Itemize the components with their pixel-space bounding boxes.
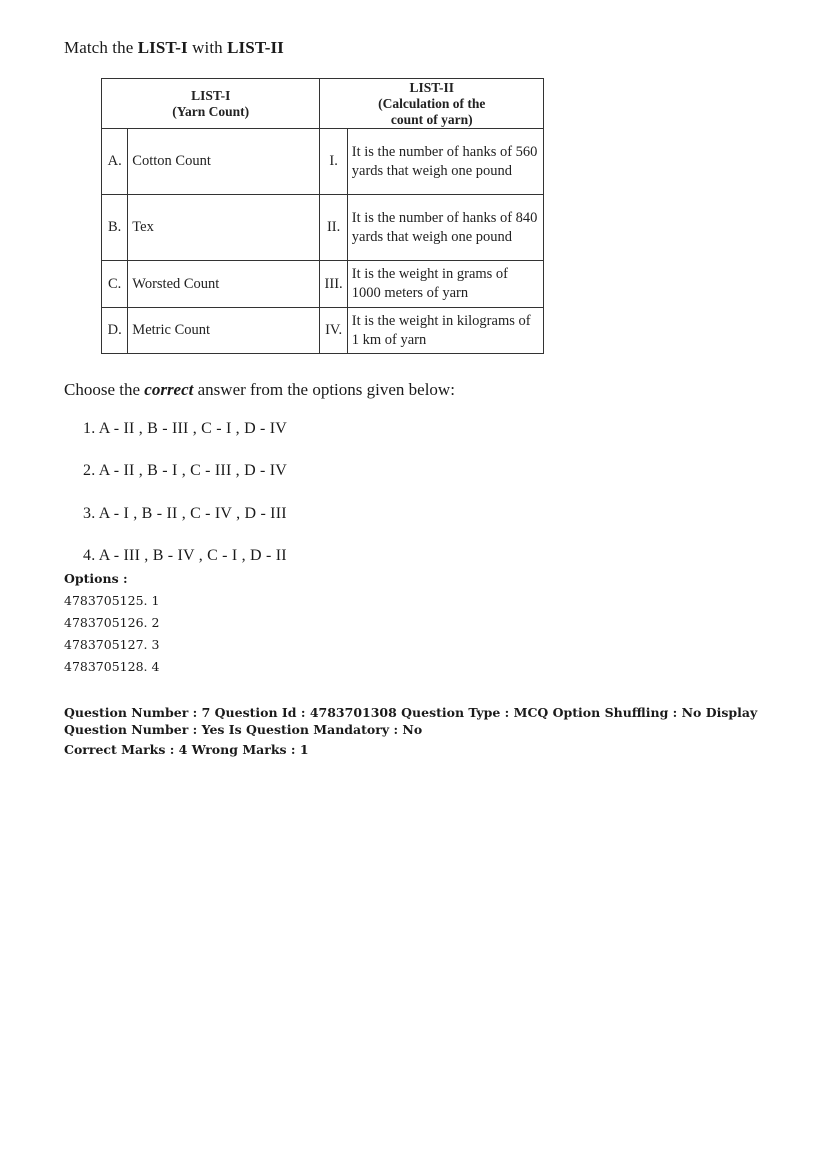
header-list2-subtitle-2: count of yarn): [390, 111, 473, 127]
header-list1: [102, 79, 320, 129]
title-list2: LIST-II: [227, 38, 284, 57]
title-with: with: [187, 38, 228, 57]
row-desc: It is the number of hanks of 840 yards that weigh one pound: [347, 195, 543, 261]
marks-info: Correct Marks : 4 Wrong Marks : 1: [64, 742, 309, 757]
row-letter: C.: [102, 261, 128, 308]
row-name: Cotton Count: [128, 129, 320, 195]
instruction-prefix: Choose the: [64, 380, 145, 399]
row-roman: III.: [320, 261, 347, 308]
row-desc: It is the weight in grams of 1000 meters of yarn: [347, 261, 543, 308]
answer-option-1: 1. A - II , B - III , C - I , D - IV: [83, 420, 288, 437]
row-desc: It is the weight in kilograms of 1 km of yarn: [347, 308, 543, 354]
title-list1: LIST-I: [137, 38, 188, 57]
header-list2: [320, 79, 544, 129]
header-list2-subtitle-1: (Calculation of the: [378, 95, 486, 111]
instruction-emphasis: correct: [144, 380, 194, 399]
row-roman: I.: [320, 129, 347, 195]
row-letter: D.: [102, 308, 128, 354]
option-id-1: 4783705125. 1: [64, 593, 160, 608]
table-row: [102, 261, 544, 308]
question-title: [64, 38, 284, 58]
table-row: [102, 195, 544, 261]
row-roman: II.: [320, 195, 347, 261]
header-list2-title: LIST-II: [409, 79, 454, 95]
instruction: [64, 380, 455, 400]
row-letter: B.: [102, 195, 128, 261]
question-info: Question Number : 7 Question Id : 4783701308 Question Type : MCQ Option Shuffling : No Display Question Number : Yes Is Question Mandatory : No: [64, 705, 758, 737]
row-name: Metric Count: [128, 308, 320, 354]
answer-option-2: 2. A - II , B - I , C - III , D - IV: [83, 462, 288, 479]
row-name: Tex: [128, 195, 320, 261]
table-header-row: [102, 79, 544, 129]
options-label: Options :: [64, 571, 128, 586]
option-id-3: 4783705127. 3: [64, 637, 160, 652]
instruction-suffix: answer from the options given below:: [193, 380, 455, 399]
row-letter: A.: [102, 129, 128, 195]
title-prefix: Match the: [64, 38, 138, 57]
header-list1-title: LIST-I: [191, 87, 231, 103]
row-roman: IV.: [320, 308, 347, 354]
answer-option-4: 4. A - III , B - IV , C - I , D - II: [83, 547, 287, 564]
answer-option-3: 3. A - I , B - II , C - IV , D - III: [83, 505, 287, 522]
row-desc: It is the number of hanks of 560 yards that weigh one pound: [347, 129, 543, 195]
header-list1-subtitle: (Yarn Count): [172, 103, 250, 119]
match-table: [101, 78, 544, 354]
table-row: [102, 129, 544, 195]
option-id-4: 4783705128. 4: [64, 659, 160, 674]
row-name: Worsted Count: [128, 261, 320, 308]
table-row: [102, 308, 544, 354]
option-id-2: 4783705126. 2: [64, 615, 160, 630]
